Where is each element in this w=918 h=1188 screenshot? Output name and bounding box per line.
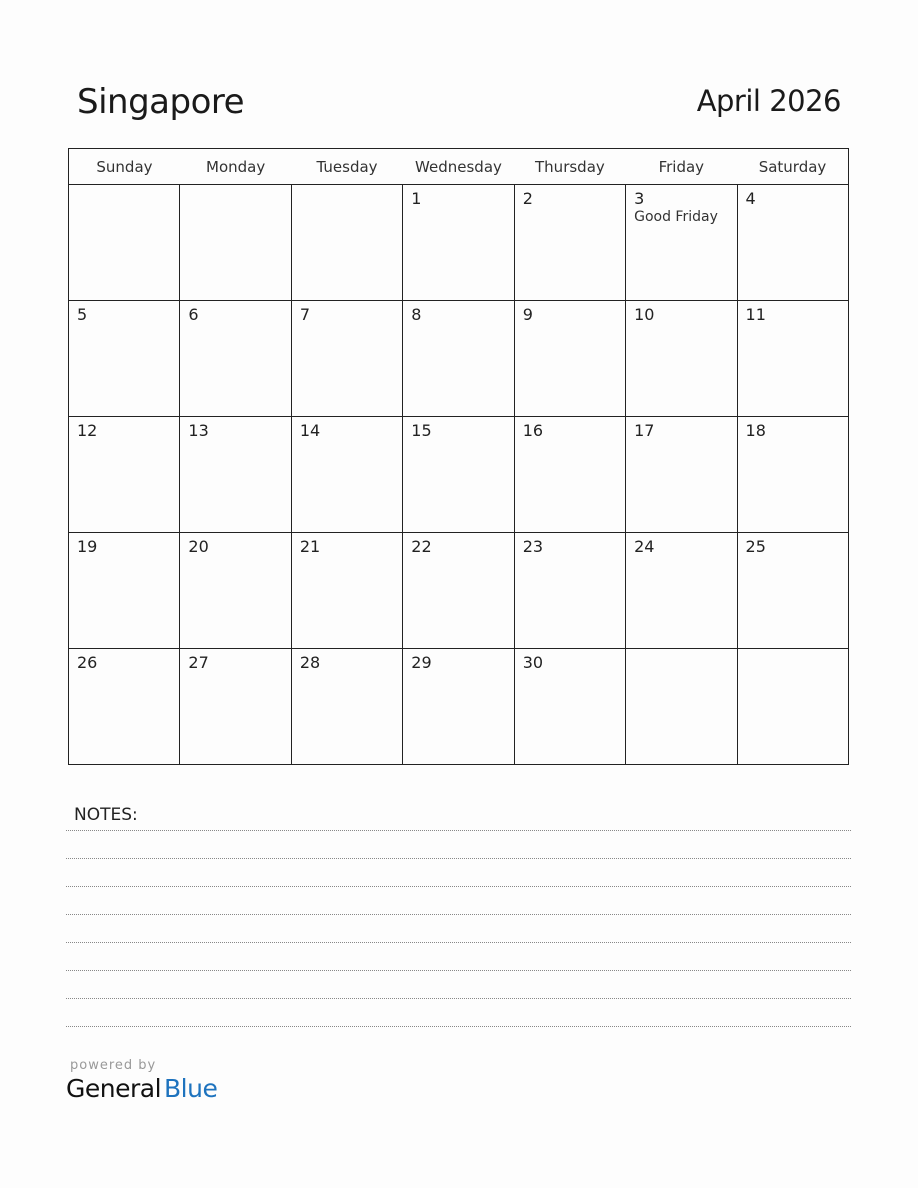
day-number: 29 [411, 653, 432, 672]
day-number: 10 [634, 305, 655, 324]
day-cell [403, 301, 514, 417]
day-number: 2 [522, 189, 533, 208]
week-row [69, 417, 849, 533]
notes-label: NOTES: [74, 805, 138, 825]
weekday-sunday: Sunday [69, 149, 180, 185]
day-number: 14 [299, 421, 321, 440]
day-number: 20 [188, 537, 209, 556]
day-cell [626, 417, 737, 533]
day-number [292, 185, 402, 189]
day-number: 27 [188, 653, 209, 672]
day-number: 26 [77, 653, 98, 672]
day-cell [69, 417, 180, 533]
day-number: 16 [522, 421, 544, 440]
note-line [66, 830, 851, 831]
brand-blue: Blue [164, 1074, 218, 1103]
day-cell [737, 533, 848, 649]
generalblue-logo [66, 1074, 217, 1103]
day-cell [69, 301, 180, 417]
note-line [66, 1026, 851, 1027]
note-line [66, 858, 851, 859]
day-cell [291, 301, 402, 417]
note-line [66, 998, 851, 999]
weekday-thursday: Thursday [514, 149, 625, 185]
day-cell [514, 649, 625, 765]
day-number: 5 [77, 305, 88, 324]
day-number: 25 [745, 537, 766, 556]
day-number: 24 [634, 537, 655, 556]
week-row [69, 301, 849, 417]
day-cell [403, 533, 514, 649]
day-cell [403, 417, 514, 533]
note-line [66, 914, 851, 915]
day-cell [626, 301, 737, 417]
day-cell [403, 649, 514, 765]
day-number [738, 649, 848, 653]
day-number: 12 [77, 421, 98, 440]
day-cell [180, 301, 291, 417]
day-cell [737, 301, 848, 417]
day-cell [180, 417, 291, 533]
day-cell [514, 533, 625, 649]
day-cell [737, 185, 848, 301]
day-number [626, 649, 736, 653]
day-number: 4 [745, 189, 756, 208]
day-number [180, 185, 290, 189]
day-cell [69, 185, 180, 301]
day-cell [180, 649, 291, 765]
powered-by-text: powered by [70, 1058, 157, 1073]
day-cell [514, 417, 625, 533]
day-number: 17 [634, 421, 655, 440]
day-cell [69, 533, 180, 649]
day-cell [291, 417, 402, 533]
day-cell [737, 649, 848, 765]
day-number: 28 [299, 653, 321, 672]
calendar-grid [68, 148, 849, 765]
day-cell [626, 533, 737, 649]
day-number: 23 [522, 537, 544, 556]
holiday-label: Good Friday [634, 209, 718, 225]
day-number: 30 [522, 653, 544, 672]
brand-general: General [66, 1074, 162, 1103]
day-cell [291, 649, 402, 765]
day-number: 8 [411, 305, 422, 324]
day-cell [626, 185, 737, 301]
week-row [69, 649, 849, 765]
day-number: 21 [299, 537, 321, 556]
day-cell [626, 649, 737, 765]
weekday-tuesday: Tuesday [291, 149, 402, 185]
note-line [66, 942, 851, 943]
day-cell [69, 649, 180, 765]
page-title: Singapore [77, 82, 245, 122]
day-cell [291, 185, 402, 301]
day-number [69, 185, 179, 189]
day-number: 13 [188, 421, 209, 440]
day-number: 7 [299, 305, 311, 324]
day-cell [514, 185, 625, 301]
day-number: 6 [188, 305, 199, 324]
day-number: 19 [77, 537, 98, 556]
day-cell [514, 301, 625, 417]
day-number: 1 [411, 189, 422, 208]
week-row [69, 185, 849, 301]
week-row [69, 533, 849, 649]
day-number: 9 [522, 305, 533, 324]
weekday-wednesday: Wednesday [403, 149, 514, 185]
month-year-label: April 2026 [696, 84, 841, 118]
day-cell [180, 185, 291, 301]
day-number: 22 [411, 537, 432, 556]
day-cell [403, 185, 514, 301]
day-number: 18 [745, 421, 766, 440]
weekday-friday: Friday [626, 149, 737, 185]
weekday-monday: Monday [180, 149, 291, 185]
note-line [66, 886, 851, 887]
day-number: 15 [411, 421, 432, 440]
note-line [66, 970, 851, 971]
day-cell [180, 533, 291, 649]
day-cell [737, 417, 848, 533]
day-number: 11 [745, 305, 766, 324]
weekday-header-row [69, 149, 849, 185]
day-number: 3 [634, 189, 645, 208]
day-cell [291, 533, 402, 649]
weekday-saturday: Saturday [737, 149, 848, 185]
